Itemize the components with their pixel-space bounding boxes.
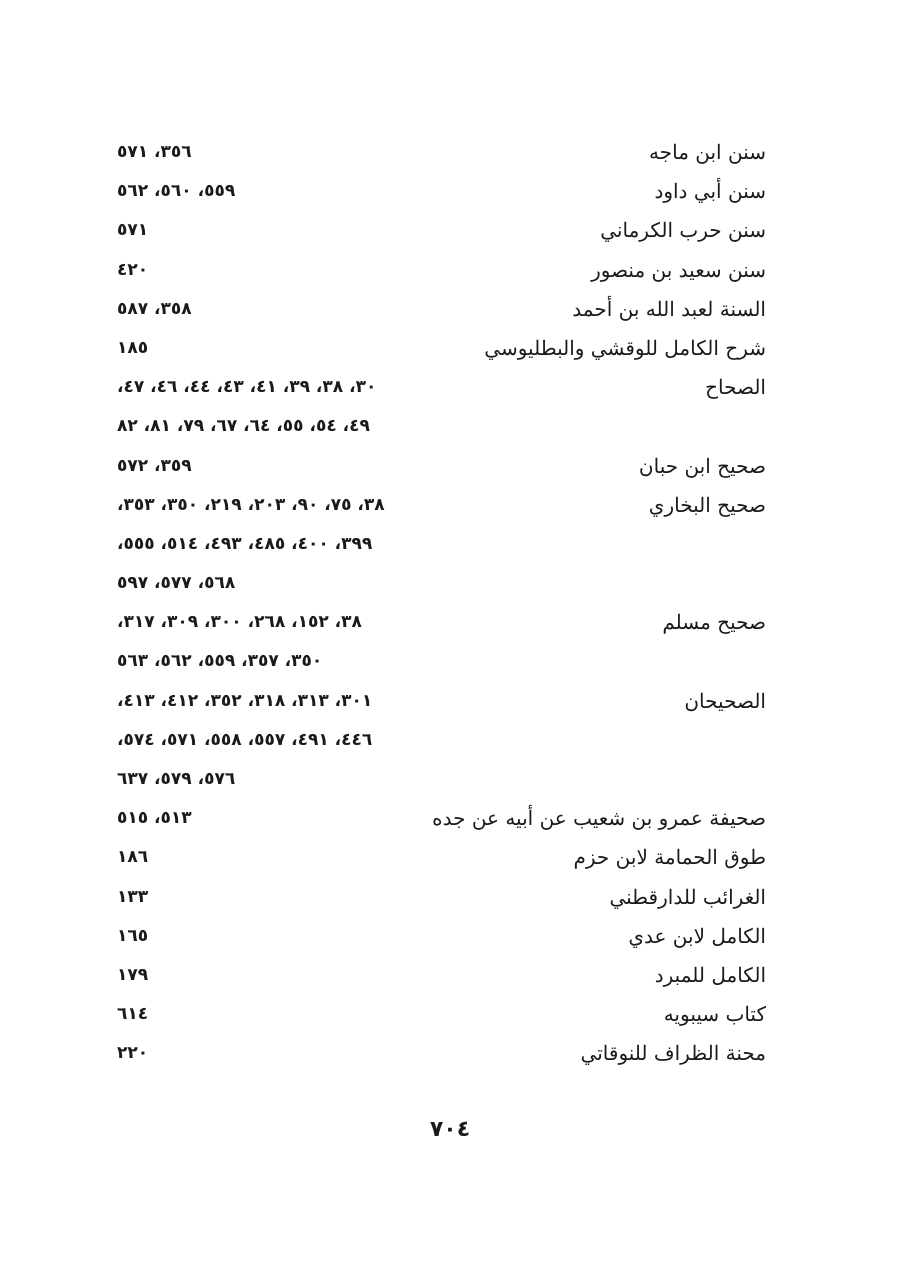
index-entry-pages: ١٧٩ [117,964,149,985]
index-row [0,878,900,917]
index-row [0,956,900,995]
index-entry-pages: ٣٥٩، ٥٧٢ [117,455,192,476]
index-entry-title: الكامل لابن عدي [628,923,766,948]
index-entry-title: شرح الكامل للوقشي والبطليوسي [484,335,766,360]
index-row-continuation [0,721,900,760]
index-entry-pages: ٣٠، ٣٨، ٣٩، ٤١، ٤٣، ٤٤، ٤٦، ٤٧، [117,377,377,398]
index-entry-title: الغرائب للدارقطني [609,884,766,909]
index-row [0,251,900,290]
index-entry-pages: ٥٥٩، ٥٦٠، ٥٦٢ [117,181,236,202]
index-entry-title: صحيح ابن حبان [638,453,766,478]
index-row [0,682,900,721]
index-row [0,290,900,329]
index-entry-pages: ٤٢٠ [117,259,149,280]
index-row-continuation [0,564,900,603]
book-index-list [0,133,900,1074]
index-row [0,838,900,877]
index-entry-title: محنة الظراف للنوقاتي [580,1041,766,1066]
index-row [0,917,900,956]
index-entry-pages: ٢٢٠ [117,1043,149,1064]
index-entry-title: صحيفة عمرو بن شعيب عن أبيه عن جده [432,806,766,831]
index-entry-title: سنن سعيد بن منصور [591,257,766,282]
index-entry-pages: ٣٠١، ٣١٣، ٣١٨، ٣٥٢، ٤١٢، ٤١٣، [117,690,373,711]
index-entry-title: طوق الحمامة لابن حزم [573,845,766,870]
index-entry-title: سنن حرب الكرماني [600,218,766,243]
index-row [0,133,900,172]
index-entry-pages: ٣٨، ٧٥، ٩٠، ٢٠٣، ٢١٩، ٣٥٠، ٣٥٣، [117,494,385,515]
index-row [0,368,900,407]
index-entry-title: سنن ابن ماجه [649,140,766,164]
index-entry-pages: ٣٥٦، ٥٧١ [117,142,192,162]
index-entry-pages: ٤٤٦، ٤٩١، ٥٥٧، ٥٥٨، ٥٧١، ٥٧٤، [117,729,373,750]
index-entry-title: الكامل للمبرد [654,962,766,987]
index-entry-pages: ١٨٥ [117,337,149,358]
index-entry-pages: ٣٥٨، ٥٨٧ [117,298,192,319]
index-entry-pages: ٥٧١ [117,220,149,241]
index-row-continuation [0,642,900,681]
index-entry-pages: ٤٩، ٥٤، ٥٥، ٦٤، ٦٧، ٧٩، ٨١، ٨٢ [117,416,370,437]
index-row [0,486,900,525]
index-entry-pages: ٥٦٨، ٥٧٧، ٥٩٧ [117,573,236,594]
index-entry-pages: ١٨٦ [117,847,149,868]
index-entry-pages: ١٦٥ [117,925,149,946]
index-entry-pages: ٥٧٦، ٥٧٩، ٦٣٧ [117,769,236,789]
index-entry-title: الصحاح [705,375,766,400]
index-entry-title: الصحيحان [684,688,766,713]
index-row [0,603,900,642]
index-row [0,211,900,250]
index-row-continuation [0,407,900,446]
index-entry-title: صحيح البخاري [648,492,766,517]
index-entry-pages: ٥١٣، ٥١٥ [117,808,192,829]
index-row [0,995,900,1034]
index-entry-pages: ٣٨، ١٥٢، ٢٦٨، ٣٠٠، ٣٠٩، ٣١٧، [117,612,362,633]
index-entry-pages: ٦١٤ [117,1004,149,1025]
index-entry-pages: ٣٩٩، ٤٠٠، ٤٨٥، ٤٩٣، ٥١٤، ٥٥٥، [117,533,373,554]
index-row [0,172,900,211]
index-entry-title: السنة لعبد الله بن أحمد [572,296,766,321]
index-entry-pages: ٣٥٠، ٣٥٧، ٥٥٩، ٥٦٢، ٥٦٣ [117,651,323,672]
index-row-continuation [0,525,900,564]
index-row [0,1034,900,1073]
index-entry-title: سنن أبي داود [654,179,766,204]
page-number: ٧٠٤ [429,1117,471,1142]
index-entry-title: صحيح مسلم [662,610,766,635]
index-entry-pages: ١٣٣ [117,886,149,907]
index-entry-title: كتاب سيبويه [663,1002,766,1027]
index-row [0,447,900,486]
index-row-continuation [0,760,900,799]
index-row [0,329,900,368]
index-row [0,799,900,838]
